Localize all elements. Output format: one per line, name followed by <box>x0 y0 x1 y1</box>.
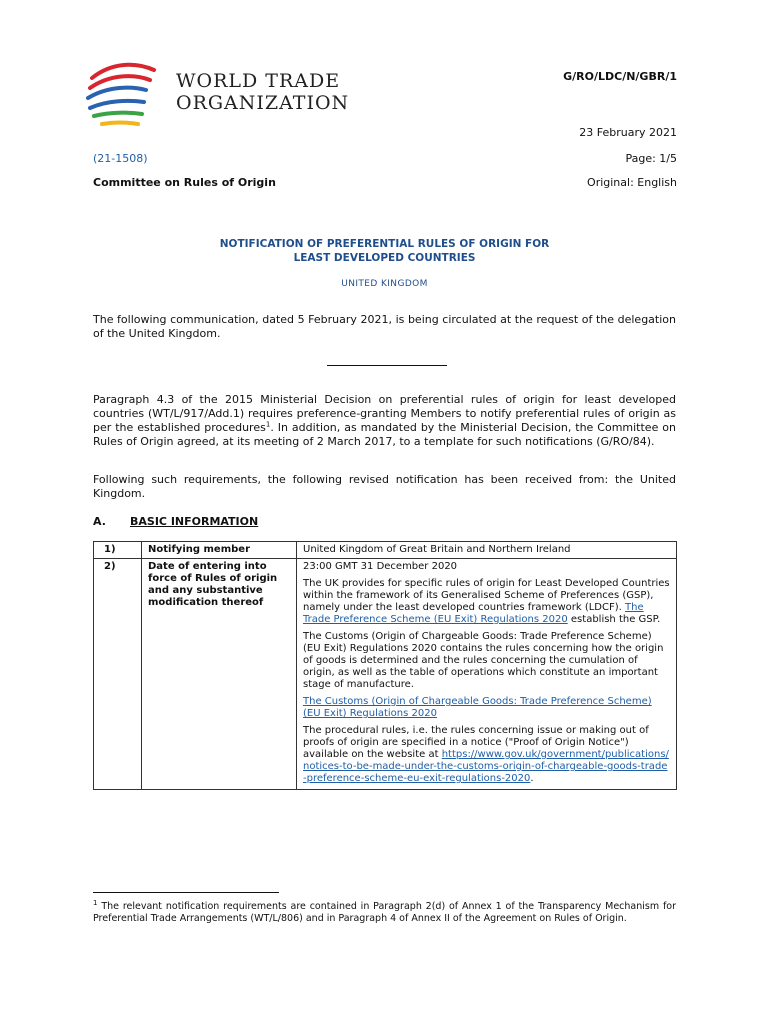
row-label: Notifying member <box>142 542 297 559</box>
procedural-rules-tail: . <box>530 773 534 784</box>
section-heading <box>93 515 258 528</box>
entry-into-force-date: 23:00 GMT 31 December 2020 <box>303 561 458 572</box>
wto-emblem-icon <box>84 60 164 130</box>
document-title <box>93 237 676 265</box>
page-indicator: Page: 1/5 <box>625 152 677 165</box>
wto-logo <box>84 60 350 130</box>
gsp-paragraph <box>303 578 670 626</box>
org-name <box>176 70 349 114</box>
gsp-tail: establish the GSP. <box>570 614 661 625</box>
body-paragraph-1-part-b: . In addition, as mandated by the Ministerial Decision, the Committee on Rules of Origin agreed, at its meeting of 2 March 2017, to a template for such notifications (G/RO/84). <box>93 421 676 448</box>
title-line1: NOTIFICATION OF PREFERENTIAL RULES OF ORIGIN FOR <box>219 238 550 250</box>
document-number: (21-1508) <box>93 152 148 165</box>
gsp-text: The UK provides for specific rules of origin for Least Developed Countries within the framework of its Generalised Scheme of Preferences (GSP), namely under the least developed countries framework (LDCF). <box>303 578 670 613</box>
original-language: Original: English <box>587 176 677 189</box>
document-date: 23 February 2021 <box>579 126 677 139</box>
footnote-text: The relevant notification requirements are contained in Paragraph 2(d) of Annex 1 of the Transparency Mechanism for Preferential Trade Arrangements (WT/L/806) and in Paragraph 4 of Annex II of the Agreement on Rules of Origin. <box>93 901 676 924</box>
country-heading: UNITED KINGDOM <box>341 279 428 289</box>
separator-rule <box>327 365 447 366</box>
customs-regulations-link[interactable]: The Customs (Origin of Chargeable Goods: Trade Preference Scheme) (EU Exit) Regulations 2020 <box>303 696 652 719</box>
body-paragraph-1 <box>93 393 676 449</box>
basic-information-table <box>93 541 677 790</box>
customs-regulations-paragraph: The Customs (Origin of Chargeable Goods: Trade Preference Scheme) (EU Exit) Regulations 2020 contains the rules concerning how the origin of goods is determined and the rules concerning the cumulation of origin, as well as the table of operations which constitute an important stage of manufacture. <box>303 631 664 690</box>
footnote <box>93 898 676 925</box>
trade-preference-regulations-link[interactable]: The Trade Preference Scheme (EU Exit) Regulations 2020 <box>303 602 644 625</box>
org-name-line1: WORLD TRADE <box>176 70 341 92</box>
footnote-rule <box>93 892 279 893</box>
footnote-mark: 1 <box>93 898 98 907</box>
section-title: BASIC INFORMATION <box>130 515 259 528</box>
document-symbol: G/RO/LDC/N/GBR/1 <box>563 70 677 83</box>
title-line2: LEAST DEVELOPED COUNTRIES <box>293 252 476 264</box>
row-number: 2) <box>94 559 142 790</box>
row-number: 1) <box>94 542 142 559</box>
row-value <box>297 559 677 790</box>
footnote-reference[interactable]: 1 <box>265 420 271 429</box>
procedural-rules-text: The procedural rules, i.e. the rules concerning issue or making out of proofs of origin are specified in a notice ("Proof of Origin Notice") available on the website at <box>303 725 649 760</box>
committee-name: Committee on Rules of Origin <box>93 176 276 189</box>
section-number: A. <box>93 515 106 528</box>
row-value: United Kingdom of Great Britain and Northern Ireland <box>297 542 677 559</box>
customs-regulations-link-paragraph <box>303 696 670 720</box>
row-label: Date of entering into force of Rules of origin and any substantive modification thereof <box>142 559 297 790</box>
table-row <box>94 542 677 559</box>
intro-paragraph: The following communication, dated 5 February 2021, is being circulated at the request of the delegation of the United Kingdom. <box>93 313 676 340</box>
proof-of-origin-notice-link[interactable]: https://www.gov.uk/government/publications/notices-to-be-made-under-the-customs-origin-of-chargeable-goods-trade-preference-scheme-eu-exit-regulations-2020 <box>303 749 669 784</box>
org-name-line2: ORGANIZATION <box>176 92 350 114</box>
table-row <box>94 559 677 790</box>
body-paragraph-2: Following such requirements, the following revised notification has been received from: the United Kingdom. <box>93 473 676 500</box>
procedural-rules-paragraph <box>303 725 670 785</box>
body-paragraph-1-part-a: Paragraph 4.3 of the 2015 Ministerial Decision on preferential rules of origin for least developed countries (WT/L/917/Add.1) requires preference-granting Members to notify preferential rules of origin as per the established procedures <box>93 393 676 434</box>
